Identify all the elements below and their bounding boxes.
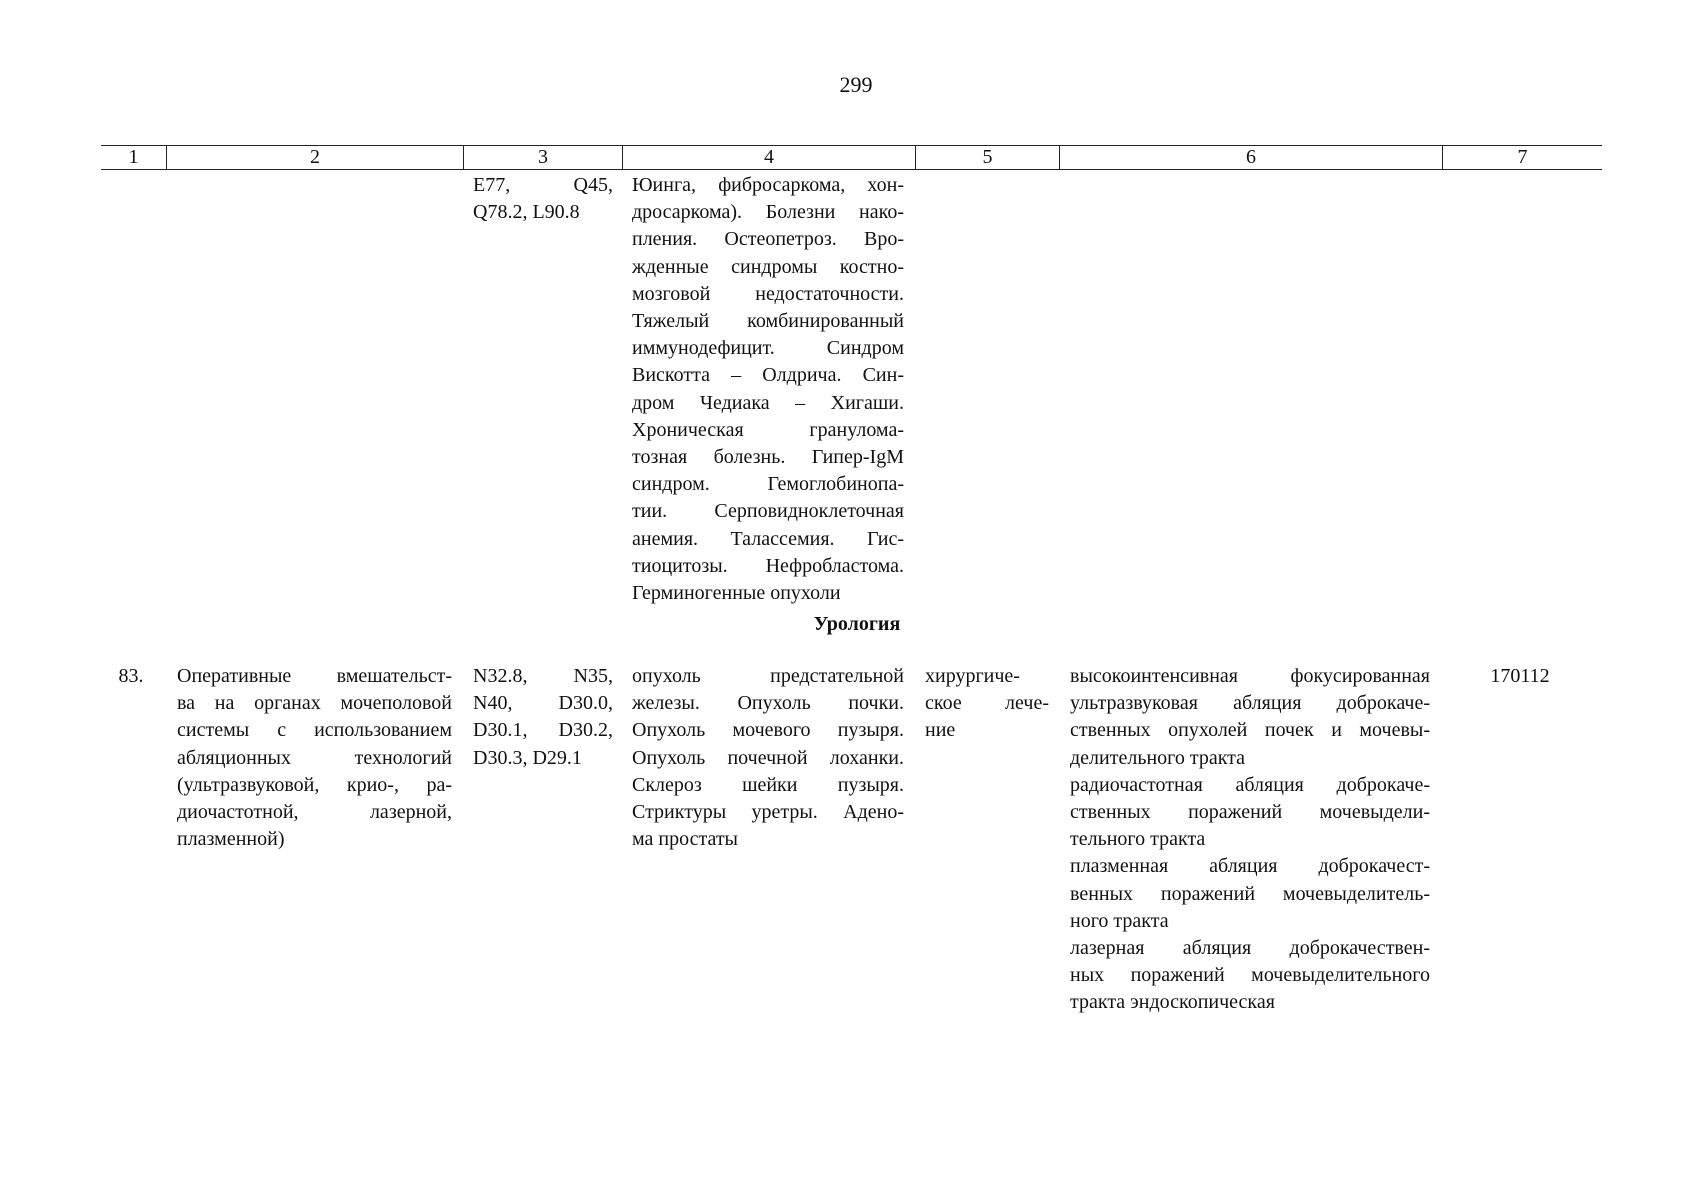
diagnosis-line: Герминогенные опухоли	[632, 582, 841, 605]
diagnosis-line: Опухоль мочевого пузыря.	[632, 719, 904, 742]
group-line: системы с использованием	[177, 719, 452, 742]
method-line: ных поражений мочевыделительного	[1070, 964, 1430, 987]
codes-line: D30.1, D30.2,	[473, 719, 613, 742]
diagnosis-line: Тяжелый комбинированный	[632, 310, 904, 333]
column-header-4: 4	[622, 146, 915, 169]
cost-value: 170112	[1490, 665, 1550, 687]
continuation-codes-cell	[473, 172, 613, 226]
diagnosis-line: жденные синдромы костно-	[632, 255, 904, 278]
method-line: тракта эндоскопическая	[1070, 991, 1275, 1014]
diagnosis-line: пления. Остеопетроз. Вро-	[632, 228, 904, 251]
column-header-6: 6	[1059, 146, 1442, 169]
treatment-line: хирургиче-	[925, 665, 1020, 687]
method-line: радиочастотная абляция доброкаче-	[1070, 773, 1430, 796]
method-line: тельного тракта	[1070, 828, 1206, 851]
codes-line: Q78.2, L90.8	[473, 201, 580, 224]
treatment-method-cell	[1070, 663, 1430, 1017]
group-line: (ультразвуковой, крио-, ра-	[177, 773, 452, 796]
treatment-line: ское лече-	[925, 692, 1049, 715]
column-header-2: 2	[166, 146, 463, 169]
column-header-5: 5	[915, 146, 1059, 169]
diagnosis-line: мозговой недостаточности.	[632, 282, 904, 305]
diagnosis-line: тозная болезнь. Гипер-IgM	[632, 446, 904, 469]
section-heading: Урология	[813, 613, 901, 635]
method-line: высокоинтенсивная фокусированная	[1070, 665, 1430, 687]
column-header-1: 1	[128, 146, 139, 168]
method-line: делительного тракта	[1070, 746, 1246, 769]
method-line: лазерная абляция доброкачествен-	[1070, 937, 1430, 960]
diagnosis-line: анемия. Талассемия. Гис-	[632, 527, 904, 550]
method-line: ственных поражений мочевыдели-	[1070, 801, 1430, 824]
page-number: 299	[839, 72, 873, 97]
method-line: венных поражений мочевыделитель-	[1070, 882, 1430, 905]
codes-cell	[473, 663, 613, 772]
diagnosis-line: дром Чедиака – Хигаши.	[632, 391, 904, 414]
diagnosis-line: дросаркома). Болезни нако-	[632, 201, 904, 224]
group-line: плазменной)	[177, 828, 285, 851]
table-header-row	[101, 145, 1602, 170]
group-line: ва на органах мочеполовой	[177, 692, 452, 715]
group-name-cell	[177, 663, 452, 853]
diagnosis-line: Хроническая гранулома-	[632, 418, 904, 441]
column-header-3: 3	[463, 146, 622, 169]
diagnosis-line: Склероз шейки пузыря.	[632, 773, 904, 796]
group-line: абляционных технологий	[177, 746, 452, 769]
method-line: плазменная абляция доброкачест-	[1070, 855, 1430, 878]
diagnosis-line: иммунодефицит. Синдром	[632, 337, 904, 360]
column-header-7: 7	[1442, 146, 1602, 169]
method-line: ультразвуковая абляция доброкаче-	[1070, 692, 1430, 715]
diagnosis-line: Опухоль почечной лоханки.	[632, 746, 904, 769]
codes-line: D30.3, D29.1	[473, 746, 582, 769]
group-line: Оперативные вмешательст-	[177, 665, 452, 687]
continuation-diagnosis-cell	[632, 172, 904, 607]
diagnosis-line: Юинга, фибросаркома, хон-	[632, 174, 904, 196]
diagnosis-line: Вискотта – Олдрича. Син-	[632, 364, 904, 387]
method-line: ственных опухолей почек и мочевы-	[1070, 719, 1430, 742]
codes-line: E77, Q45,	[473, 174, 613, 196]
codes-line: N40, D30.0,	[473, 692, 613, 715]
diagnosis-line: железы. Опухоль почки.	[632, 692, 904, 715]
treatment-type-cell	[925, 663, 1049, 745]
group-line: диочастотной, лазерной,	[177, 801, 452, 824]
diagnosis-line: ма простаты	[632, 828, 738, 851]
diagnosis-cell	[632, 663, 904, 853]
diagnosis-line: тиоцитозы. Нефробластома.	[632, 554, 904, 577]
diagnosis-line: тии. Серповидноклеточная	[632, 500, 904, 523]
diagnosis-line: Стриктуры уретры. Адено-	[632, 801, 904, 824]
treatment-line: ние	[925, 719, 956, 742]
diagnosis-line: синдром. Гемоглобинопа-	[632, 473, 904, 496]
diagnosis-line: опухоль предстательной	[632, 665, 904, 687]
method-line: ного тракта	[1070, 909, 1169, 932]
codes-line: N32.8, N35,	[473, 665, 613, 687]
row-number: 83.	[118, 665, 144, 687]
